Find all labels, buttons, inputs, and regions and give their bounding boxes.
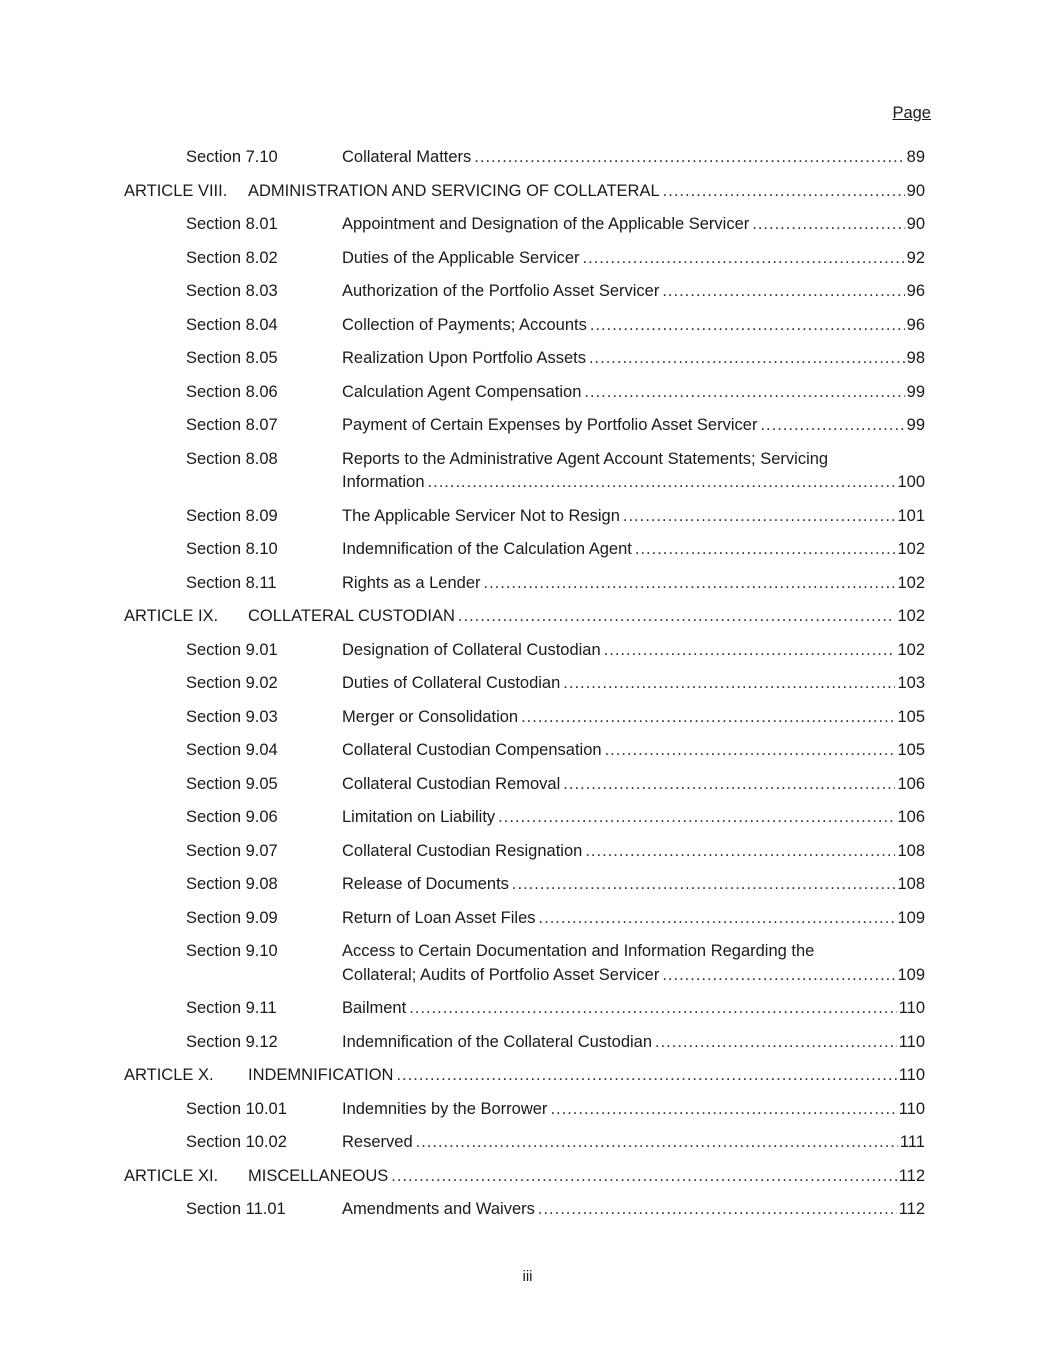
toc-entry-number: Section 9.11: [186, 999, 277, 1017]
toc-entry-page: 96: [906, 282, 925, 300]
toc-section-entry: [124, 1131, 925, 1155]
toc-section-entry: [124, 414, 925, 438]
toc-section-entry: [124, 146, 925, 170]
toc-section-entry: [124, 505, 925, 529]
toc-entry-title: Calculation Agent Compensation: [342, 382, 582, 401]
toc-entry-page: 96: [906, 315, 925, 334]
toc-section-entry: [124, 1031, 925, 1055]
toc-entry-title: MISCELLANEOUS: [248, 1166, 389, 1185]
toc-entry-number: Section 11.01: [186, 1200, 286, 1218]
toc-entry-title: Payment of Certain Expenses by Portfolio Asset Servicer: [342, 416, 758, 434]
toc-entry-title: Realization Upon Portfolio Assets: [342, 349, 586, 367]
toc-entry-number: Section 10.01: [186, 1099, 287, 1118]
toc-entry-title: Merger or Consolidation: [342, 707, 519, 726]
toc-entry-page: 112: [898, 1166, 925, 1185]
toc-entry-page: 108: [897, 841, 925, 860]
dot-leader: [563, 672, 895, 696]
toc-entry-number: Section 8.04: [186, 315, 278, 334]
dot-leader: [605, 739, 896, 763]
toc-entry-page: 98: [906, 349, 925, 367]
toc-entry-title: Indemnities by the Borrower: [342, 1099, 548, 1118]
dot-leader: [663, 180, 905, 204]
dot-leader: [662, 964, 895, 988]
toc-entry-title: Collateral; Audits of Portfolio Asset Servicer: [342, 965, 660, 984]
dot-leader: [428, 471, 896, 495]
dot-leader: [655, 1031, 897, 1055]
toc-entry-page: 109: [897, 965, 925, 984]
toc-entry-page: 100: [897, 473, 925, 491]
toc-entry-number: Section 9.08: [186, 875, 278, 893]
toc-entry-page: 102: [897, 540, 925, 558]
toc-entry-title: COLLATERAL CUSTODIAN: [248, 607, 455, 625]
toc-entry-title: Bailment: [342, 999, 407, 1017]
toc-entry-title: Indemnification of the Collateral Custodian: [342, 1032, 653, 1051]
toc-entry-page: 105: [897, 707, 925, 726]
dot-leader: [752, 213, 904, 237]
toc-entry-title: Collateral Custodian Compensation: [342, 741, 602, 759]
toc-entry-number: Section 9.06: [186, 808, 278, 826]
toc-entry-title-line: Access to Certain Documentation and Information Regarding the: [342, 942, 815, 960]
toc-entry-title: ADMINISTRATION AND SERVICING OF COLLATERAL: [248, 181, 660, 200]
dot-leader: [635, 538, 896, 562]
toc-article-entry: [124, 1165, 925, 1189]
toc-entry-number: Section 8.03: [186, 282, 278, 300]
toc-section-entry: [124, 280, 925, 304]
toc-entry-page: 102: [897, 573, 925, 592]
toc-entry-number: ARTICLE X.: [124, 1066, 214, 1084]
toc-section-entry: [124, 873, 925, 897]
toc-entry-number: Section 8.08: [186, 449, 278, 468]
dot-leader: [583, 247, 905, 271]
toc-entry-number: Section 9.03: [186, 707, 278, 726]
toc-entry-title: Duties of the Applicable Servicer: [342, 248, 580, 267]
dot-leader: [458, 605, 896, 629]
toc-section-entry: [124, 997, 925, 1021]
toc-entry-page: 101: [897, 506, 925, 525]
toc-entry-number: Section 8.06: [186, 382, 278, 401]
toc-entry-number: Section 9.09: [186, 908, 278, 927]
toc-entry-page: 106: [897, 774, 925, 793]
toc-entry-title: Collateral Matters: [342, 148, 472, 166]
dot-leader: [604, 639, 896, 663]
toc-section-entry: [124, 347, 925, 371]
toc-article-entry: [124, 605, 925, 629]
dot-leader: [589, 347, 905, 371]
toc-entry-title: Collateral Custodian Resignation: [342, 841, 583, 860]
toc-entry-title: INDEMNIFICATION: [248, 1066, 394, 1084]
dot-leader: [391, 1165, 896, 1189]
toc-entry-number: Section 8.11: [186, 573, 277, 592]
toc-entry-number: ARTICLE VIII.: [124, 181, 228, 200]
toc-entry-number: Section 9.07: [186, 841, 278, 860]
toc-entry-title: Information: [342, 473, 425, 491]
toc-article-entry: [124, 1064, 925, 1088]
toc-entry-number: Section 10.02: [186, 1133, 287, 1151]
toc-section-entry: [124, 381, 925, 405]
dot-leader: [498, 806, 895, 830]
dot-leader: [590, 314, 905, 338]
dot-leader: [409, 997, 896, 1021]
toc-section-entry: [124, 672, 925, 696]
dot-leader: [623, 505, 896, 529]
toc-section-entry: [124, 907, 925, 931]
toc-entry-number: Section 9.05: [186, 774, 278, 793]
toc-entry-number: Section 9.12: [186, 1032, 278, 1051]
dot-leader: [760, 414, 904, 438]
toc-section-entry: [124, 448, 925, 495]
toc-section-entry: [124, 1098, 925, 1122]
toc-entry-number: Section 8.09: [186, 506, 278, 525]
toc-entry-title: Rights as a Lender: [342, 573, 481, 592]
toc-section-entry: [124, 247, 925, 271]
toc-entry-title: Reserved: [342, 1133, 413, 1151]
toc-entry-page: 90: [906, 215, 925, 233]
toc-entry-number: ARTICLE IX.: [124, 607, 219, 625]
toc-entry-page: 102: [897, 640, 925, 659]
dot-leader: [539, 907, 896, 931]
toc-section-entry: [124, 314, 925, 338]
dot-leader: [563, 773, 895, 797]
toc-entry-page: 89: [906, 148, 925, 166]
dot-leader: [416, 1131, 898, 1155]
dot-leader: [521, 706, 895, 730]
toc-entry-number: Section 8.02: [186, 248, 278, 267]
toc-entry-page: 109: [897, 908, 925, 927]
toc-entry-title: Designation of Collateral Custodian: [342, 640, 601, 659]
toc-section-entry: [124, 706, 925, 730]
toc-section-entry: [124, 213, 925, 237]
toc-section-entry: [124, 739, 925, 763]
dot-leader: [662, 280, 904, 304]
toc-entry-title: Collection of Payments; Accounts: [342, 315, 587, 334]
toc-entry-title: Authorization of the Portfolio Asset Servicer: [342, 282, 660, 300]
toc-entry-title-line: Reports to the Administrative Agent Account Statements; Servicing: [342, 449, 829, 468]
toc-entry-title: Return of Loan Asset Files: [342, 908, 536, 927]
toc-section-entry: [124, 940, 925, 987]
toc-entry-title: Indemnification of the Calculation Agent: [342, 540, 632, 558]
toc-section-entry: [124, 572, 925, 596]
toc-entry-page: 90: [906, 181, 925, 200]
dot-leader: [396, 1064, 896, 1088]
toc-entry-number: Section 9.02: [186, 674, 278, 692]
toc-section-entry: [124, 773, 925, 797]
toc-entry-page: 111: [899, 1133, 925, 1151]
table-of-contents: [124, 146, 925, 1232]
toc-entry-page: 103: [897, 674, 925, 692]
toc-section-entry: [124, 538, 925, 562]
toc-section-entry: [124, 840, 925, 864]
toc-entry-page: 99: [906, 382, 925, 401]
page-number: iii: [522, 1268, 533, 1285]
dot-leader: [474, 146, 904, 170]
dot-leader: [550, 1098, 896, 1122]
toc-section-entry: [124, 806, 925, 830]
toc-section-entry: [124, 639, 925, 663]
toc-entry-page: 99: [906, 416, 925, 434]
toc-entry-number: Section 8.10: [186, 540, 278, 558]
toc-entry-number: Section 8.01: [186, 215, 278, 233]
toc-entry-title: Collateral Custodian Removal: [342, 774, 561, 793]
toc-entry-number: Section 8.05: [186, 349, 278, 367]
toc-entry-number: Section 7.10: [186, 148, 278, 166]
toc-entry-number: Section 9.01: [186, 640, 278, 659]
toc-entry-title: Duties of Collateral Custodian: [342, 674, 561, 692]
toc-entry-page: 110: [898, 1066, 925, 1084]
toc-entry-page: 105: [897, 741, 925, 759]
toc-entry-number: Section 9.10: [186, 942, 278, 960]
dot-leader: [484, 572, 896, 596]
toc-entry-title: Amendments and Waivers: [342, 1200, 535, 1218]
toc-entry-page: 106: [897, 808, 925, 826]
toc-entry-number: Section 9.04: [186, 741, 278, 759]
toc-entry-title: Release of Documents: [342, 875, 509, 893]
dot-leader: [538, 1198, 897, 1222]
toc-entry-number: Section 8.07: [186, 416, 278, 434]
toc-entry-title: Limitation on Liability: [342, 808, 496, 826]
toc-section-entry: [124, 1198, 925, 1222]
toc-entry-number: ARTICLE XI.: [124, 1166, 219, 1185]
toc-entry-page: 112: [898, 1200, 925, 1218]
toc-entry-page: 92: [906, 248, 925, 267]
dot-leader: [585, 840, 895, 864]
toc-entry-page: 108: [897, 875, 925, 893]
page-label: Page: [892, 104, 931, 122]
toc-entry-page: 110: [898, 999, 925, 1017]
toc-entry-page: 110: [898, 1032, 925, 1051]
toc-entry-page: 110: [898, 1099, 925, 1118]
dot-leader: [512, 873, 896, 897]
toc-entry-page: 102: [897, 607, 925, 625]
dot-leader: [584, 381, 904, 405]
toc-article-entry: [124, 180, 925, 204]
toc-entry-title: Appointment and Designation of the Applicable Servicer: [342, 215, 750, 233]
toc-entry-title: The Applicable Servicer Not to Resign: [342, 506, 620, 525]
